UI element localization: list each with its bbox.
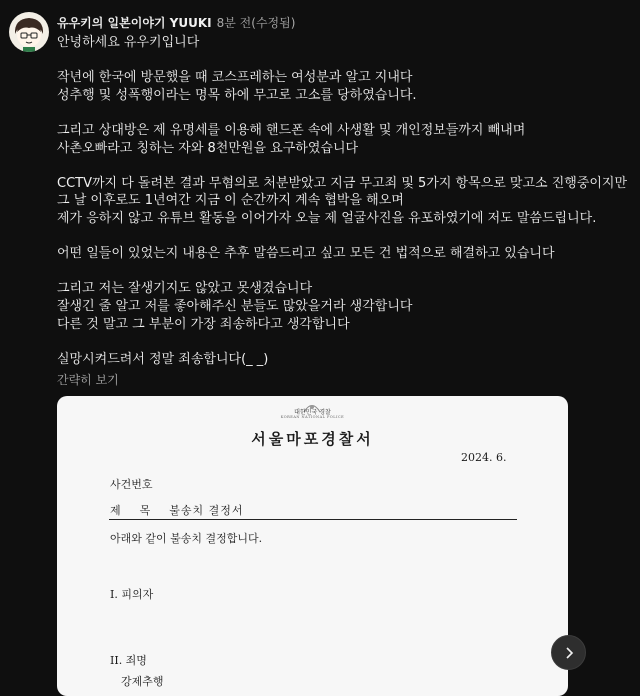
comment-line: 잘생긴 줄 알고 저를 좋아해주신 분들도 많았을거라 생각합니다 [57,298,413,314]
agency-name-en: KOREAN NATIONAL POLICE [280,415,345,419]
comment-line: 실망시켜드려서 정말 죄송합니다(_ _) [57,351,269,367]
channel-name[interactable]: 유우키의 일본이야기 YUUKI [57,16,212,30]
comment-body [57,34,629,368]
paragraph-gap [57,228,629,246]
comment-header [57,15,295,31]
decision-text: 아래와 같이 불송치 결정합니다. [110,532,263,545]
comment-line: 사촌오빠라고 칭하는 자와 8천만원을 요구하였습니다 [57,140,359,156]
comment-line: 그리고 저는 잘생기지도 않았고 못생겼습니다 [57,281,313,297]
comment-line: 그 날 이후로도 1년여간 지금 이 순간까지 계속 협박을 해오며 [57,193,404,209]
case-number-label: 사건번호 [110,478,153,491]
section-suspect: I. 피의자 [110,588,154,601]
section-charge: II. 죄명 [110,654,147,667]
paragraph-gap [57,333,629,351]
paragraph-gap [57,52,629,70]
comment-timestamp[interactable]: 8분 전(수정됨) [216,16,296,30]
paragraph-gap [57,157,629,175]
comment-line: 제가 응하지 않고 유튜브 활동을 이어가자 오늘 제 얼굴사진을 유포하였기에 저도 말씀드립니다. [57,210,597,226]
attached-document-image[interactable] [57,396,568,696]
police-station-title: 서울마포경찰서 [251,430,374,448]
comment-line: 그리고 상대방은 제 유명세를 이용해 핸드폰 속에 사생활 및 개인정보들까지 빼내며 [57,122,526,138]
comment-line: 안녕하세요 유우키입니다 [57,35,200,50]
divider [109,519,517,520]
document-date: 2024. 6. [461,451,507,464]
avatar[interactable] [9,12,49,52]
chevron-right-icon [562,646,576,660]
comment-line: 다른 것 말고 그 부분이 가장 죄송하다고 생각합니다 [57,316,350,332]
document-subject: 제 목 불송치 결정서 [110,504,244,517]
next-image-button[interactable] [551,635,586,670]
show-less-link[interactable]: 간략히 보기 [57,373,119,387]
comment-line: 어떤 일들이 있었는지 내용은 추후 말씀드리고 싶고 모든 건 법적으로 해결하고 있습니다 [57,246,555,262]
comment-line: 성추행 및 성폭행이라는 명목 하에 무고로 고소를 당하였습니다. [57,87,417,103]
paragraph-gap [57,104,629,122]
comment-line: CCTV까지 다 돌려본 결과 무혐의로 처분받았고 지금 무고죄 및 5가지 항목으로 맞고소 진행중이지만 [57,175,628,191]
charge-text: 강제추행 [121,675,164,688]
agency-name: 대한민국 경찰 [294,409,331,416]
paragraph-gap [57,263,629,281]
comment-line: 작년에 한국에 방문했을 때 코스프레하는 여성분과 알고 지내다 [57,70,413,86]
